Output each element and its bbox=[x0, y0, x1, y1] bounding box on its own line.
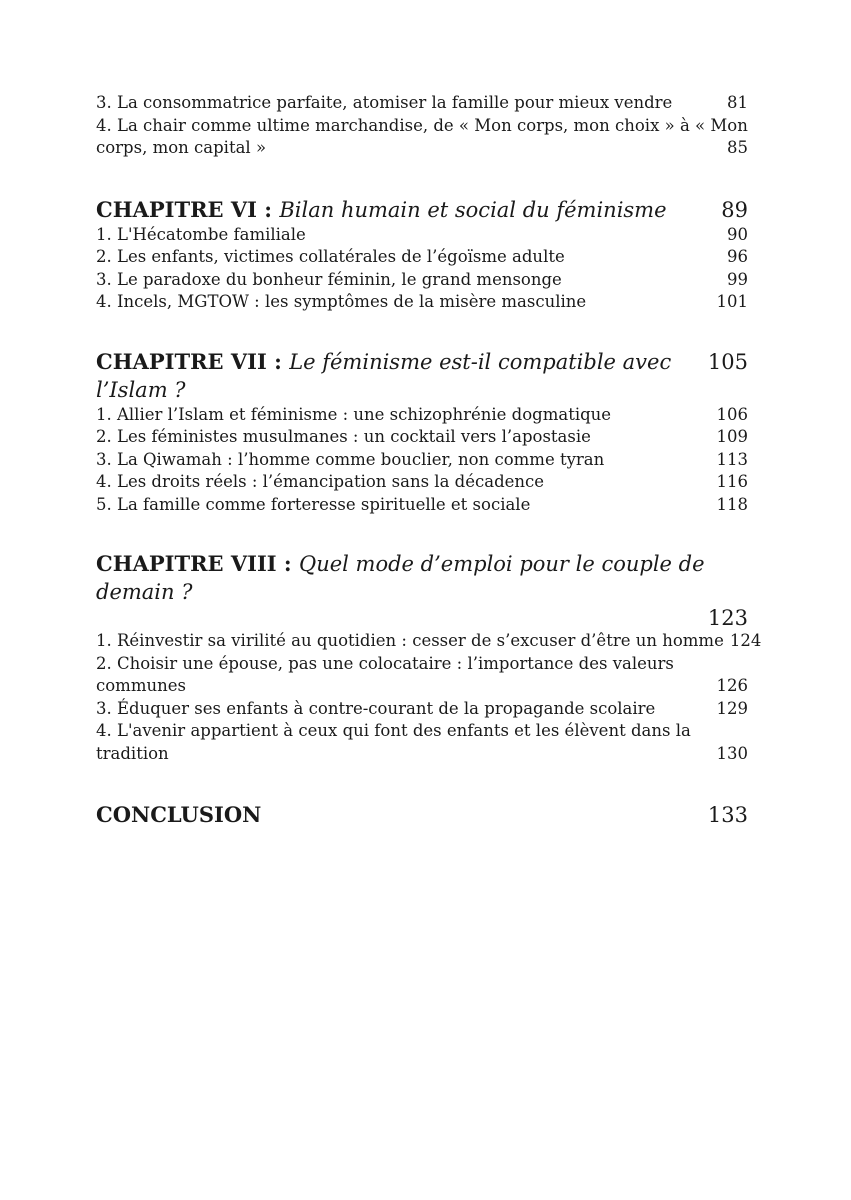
toc-entry-page: 106 bbox=[716, 404, 748, 424]
chapter-title: Le féminisme est-il compatible avec l’Islam ? bbox=[96, 349, 672, 402]
toc-entry-title-line2: corps, mon capital » bbox=[96, 138, 267, 157]
toc-entry bbox=[96, 291, 748, 314]
toc-entry-title-line2: communes bbox=[96, 676, 186, 695]
toc-entry bbox=[96, 698, 748, 721]
toc-entry-page: 129 bbox=[716, 698, 748, 718]
toc-entry bbox=[96, 630, 762, 653]
conclusion-page: 133 bbox=[707, 803, 748, 827]
toc-entry-page: 85 bbox=[727, 138, 748, 157]
toc-entry bbox=[96, 404, 748, 427]
toc-entry-title: 3. Éduquer ses enfants à contre-courant de la propagande scolaire bbox=[96, 698, 656, 718]
toc-entry bbox=[96, 92, 748, 115]
toc-entry-page: 96 bbox=[727, 247, 748, 266]
toc-entry-title: 3. La Qiwamah : l’homme comme bouclier, non comme tyran bbox=[96, 449, 605, 469]
toc-entry-title: 1. L'Hécatombe familiale bbox=[96, 224, 306, 244]
toc-entry-page: 101 bbox=[716, 292, 748, 311]
toc-entry-page: 124 bbox=[729, 631, 762, 650]
toc-entry-title: 3. La consommatrice parfaite, atomiser la famille pour mieux vendre bbox=[96, 93, 673, 112]
toc-entry-title: 1. Allier l’Islam et féminisme : une schizophrénie dogmatique bbox=[96, 404, 612, 424]
toc-entry-title: 2. Les enfants, victimes collatérales de l’égoïsme adulte bbox=[96, 247, 565, 266]
toc-entry-title-line1: 4. La chair comme ultime marchandise, de « Mon corps, mon choix » à « Mon bbox=[96, 115, 748, 135]
toc-entry bbox=[96, 494, 748, 517]
chapter-heading bbox=[96, 550, 748, 606]
toc-entry-title-line1: 4. L'avenir appartient à ceux qui font des enfants et les élèvent dans la bbox=[96, 721, 691, 740]
toc-entry-continuation bbox=[96, 137, 748, 160]
chapter-separator: : bbox=[266, 348, 290, 374]
toc-entry bbox=[96, 426, 748, 449]
toc-entry-page: 126 bbox=[716, 676, 748, 695]
chapter-page: 105 bbox=[707, 349, 748, 374]
toc-entry-page: 113 bbox=[716, 449, 748, 469]
chapter-page: 123 bbox=[707, 606, 748, 630]
toc-entry-continuation bbox=[96, 675, 748, 698]
chapter-title: Bilan humain et social du féminisme bbox=[279, 197, 667, 222]
toc-entry-title: 3. Le paradoxe du bonheur féminin, le grand mensonge bbox=[96, 269, 562, 289]
table-of-contents bbox=[96, 92, 762, 829]
chapter-label: CHAPITRE VIII bbox=[96, 551, 277, 576]
toc-entry bbox=[96, 449, 748, 472]
toc-entry bbox=[96, 224, 748, 247]
toc-entry-title: 1. Réinvestir sa virilité au quotidien : cesser de s’excuser d’être un homme bbox=[96, 631, 724, 650]
toc-entry-title: 2. Les féministes musulmanes : un cocktail vers l’apostasie bbox=[96, 427, 591, 446]
toc-entry bbox=[96, 269, 748, 292]
chapter-label: CHAPITRE VI bbox=[96, 196, 257, 222]
toc-entry-continuation bbox=[96, 743, 748, 766]
toc-entry bbox=[96, 720, 748, 743]
chapter-page: 89 bbox=[721, 197, 748, 222]
toc-entry bbox=[96, 246, 748, 269]
chapter-label: CHAPITRE VII bbox=[96, 348, 267, 374]
chapter-separator: : bbox=[256, 196, 280, 222]
chapter-separator: : bbox=[276, 551, 299, 576]
toc-entry-page: 109 bbox=[716, 427, 748, 446]
toc-entry bbox=[96, 115, 748, 138]
toc-entry bbox=[96, 471, 748, 494]
chapter-heading bbox=[96, 196, 748, 224]
toc-entry-title: 4. Incels, MGTOW : les symptômes de la misère masculine bbox=[96, 292, 587, 311]
toc-entry-title-line1: 2. Choisir une épouse, pas une colocataire : l’importance des valeurs bbox=[96, 653, 674, 673]
conclusion-heading bbox=[96, 801, 748, 829]
toc-entry-page: 130 bbox=[716, 743, 748, 763]
toc-entry-title: 5. La famille comme forteresse spirituelle et sociale bbox=[96, 494, 531, 514]
chapter-title: Quel mode d’emploi pour le couple de demain ? bbox=[96, 552, 705, 604]
toc-entry-title: 4. Les droits réels : l’émancipation sans la décadence bbox=[96, 472, 545, 491]
toc-entry-page: 99 bbox=[727, 269, 748, 289]
conclusion-label: CONCLUSION bbox=[96, 802, 262, 827]
toc-entry bbox=[96, 653, 748, 676]
chapter-heading bbox=[96, 348, 748, 404]
toc-entry-title-line2: tradition bbox=[96, 743, 169, 763]
toc-entry-page: 90 bbox=[727, 224, 748, 244]
toc-entry-page: 116 bbox=[716, 472, 748, 491]
toc-entry-page: 118 bbox=[716, 494, 748, 514]
toc-entry-page: 81 bbox=[727, 93, 748, 112]
